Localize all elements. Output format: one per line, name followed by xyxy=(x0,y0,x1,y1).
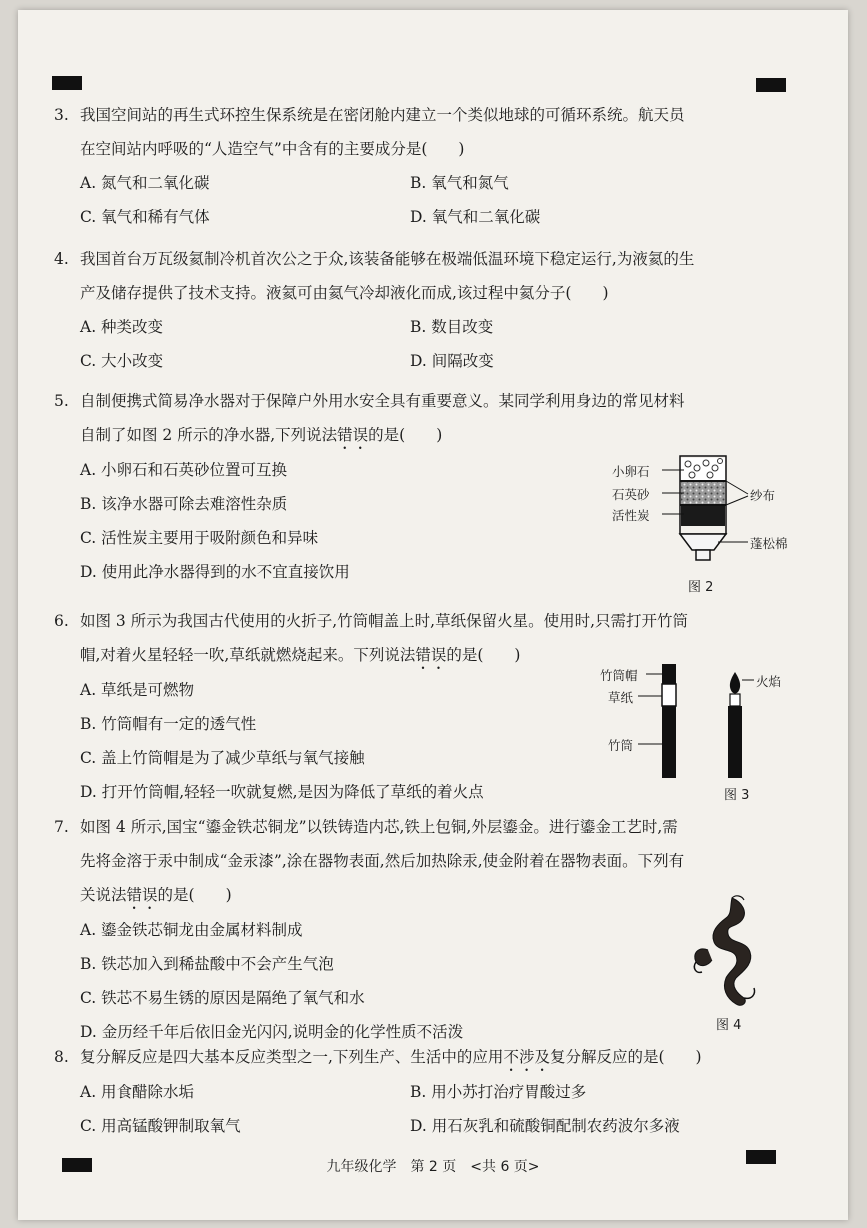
option-d[interactable]: D. 使用此净水器得到的水不宜直接饮用 xyxy=(80,563,350,581)
question-number: 3. xyxy=(54,106,69,124)
emphasis-word: 错误 xyxy=(126,886,158,904)
option-a[interactable]: A. 种类改变 xyxy=(80,318,164,336)
label-tube-cap: 竹筒帽 xyxy=(600,668,638,683)
question-3 xyxy=(54,98,814,234)
option-b[interactable]: B. 该净水器可除去难溶性杂质 xyxy=(80,495,288,513)
option-c[interactable]: C. 铁芯不易生锈的原因是隔绝了氧气和水 xyxy=(80,989,365,1007)
label-pebbles: 小卵石 xyxy=(612,464,650,479)
registration-mark-top-left xyxy=(52,76,82,90)
figure-4-gilt-dragon xyxy=(686,894,776,1034)
question-stem-cont: 先将金溶于汞中制成“金汞漆”,涂在器物表面,然后加热除汞,使金附着在器物表面。下列有 xyxy=(80,852,685,870)
option-d[interactable]: D. 用石灰乳和硫酸铜配制农药波尔多液 xyxy=(410,1117,680,1135)
option-c[interactable]: C. 盖上竹筒帽是为了减少草纸与氧气接触 xyxy=(80,749,365,767)
question-stem-end: 的是( ) xyxy=(446,646,521,664)
question-stem: 如图 3 所示为我国古代使用的火折子,竹筒帽盖上时,草纸保留火星。使用时,只需打开竹筒 xyxy=(80,612,688,630)
label-gauze: 纱布 xyxy=(750,488,776,503)
option-a[interactable]: A. 氮气和二氧化碳 xyxy=(80,174,210,192)
option-d[interactable]: D. 氧气和二氧化碳 xyxy=(410,208,541,226)
emphasis-word: 错误 xyxy=(337,426,369,444)
question-8 xyxy=(54,1040,814,1143)
question-4 xyxy=(54,242,814,378)
registration-mark-top-right xyxy=(756,78,786,92)
option-b[interactable]: B. 用小苏打治疗胃酸过多 xyxy=(410,1083,587,1101)
figure-caption: 图 3 xyxy=(724,788,750,803)
question-number: 4. xyxy=(54,250,69,268)
options xyxy=(54,166,814,234)
emphasis-word: 错误 xyxy=(415,646,447,664)
label-paper: 草纸 xyxy=(608,690,634,705)
option-c[interactable]: C. 用高锰酸钾制取氧气 xyxy=(80,1117,241,1135)
option-b[interactable]: B. 氧气和氮气 xyxy=(410,174,509,192)
question-stem: 如图 4 所示,国宝“鎏金铁芯铜龙”以铁铸造内芯,铁上包铜,外层鎏金。进行鎏金工艺时,需 xyxy=(80,818,678,836)
question-stem-cont: 产及储存提供了技术支持。液氦可由氦气冷却液化而成,该过程中氦分子( ) xyxy=(80,284,609,302)
option-d[interactable]: D. 打开竹筒帽,轻轻一吹就复燃,是因为降低了草纸的着火点 xyxy=(80,783,484,801)
option-c[interactable]: C. 活性炭主要用于吸附颜色和异味 xyxy=(80,529,319,547)
option-c[interactable]: C. 氧气和稀有气体 xyxy=(80,208,210,226)
option-c[interactable]: C. 大小改变 xyxy=(80,352,164,370)
emphasis-word: 不涉及 xyxy=(503,1048,550,1066)
label-tube: 竹筒 xyxy=(608,738,634,753)
question-stem-cont: 自制了如图 2 所示的净水器,下列说法 xyxy=(80,426,338,444)
dragon-icon xyxy=(686,894,776,1012)
question-number: 7. xyxy=(54,818,69,836)
question-stem: 我国首台万瓦级氦制冷机首次公之于众,该装备能够在极端低温环境下稳定运行,为液氦的生 xyxy=(80,250,695,268)
exam-page xyxy=(18,10,848,1220)
label-activated-carbon: 活性炭 xyxy=(612,508,650,523)
label-flame: 火焰 xyxy=(756,674,782,689)
option-b[interactable]: B. 数目改变 xyxy=(410,318,494,336)
question-number: 5. xyxy=(54,392,69,410)
label-fluffy-cotton: 蓬松棉 xyxy=(750,536,788,551)
option-a[interactable]: A. 用食醋除水垢 xyxy=(80,1083,195,1101)
figure-3-fire-starter xyxy=(600,660,790,803)
question-stem-end: 的是( ) xyxy=(157,886,232,904)
question-number: 8. xyxy=(54,1048,69,1066)
page-footer: 九年级化学 第 2 页 <共 6 页> xyxy=(326,1159,540,1175)
options xyxy=(54,1075,814,1143)
option-d[interactable]: D. 间隔改变 xyxy=(410,352,494,370)
question-stem: 我国空间站的再生式环控生保系统是在密闭舱内建立一个类似地球的可循环系统。航天员 xyxy=(80,106,685,124)
figure-caption: 图 4 xyxy=(716,1018,742,1033)
figure-caption: 图 2 xyxy=(688,580,714,595)
question-stem: 自制便携式简易净水器对于保障户外用水安全具有重要意义。某同学利用身边的常见材料 xyxy=(80,392,685,410)
option-a[interactable]: A. 草纸是可燃物 xyxy=(80,681,195,699)
option-b[interactable]: B. 竹筒帽有一定的透气性 xyxy=(80,715,257,733)
question-stem-end: 的是( ) xyxy=(368,426,443,444)
question-stem-end: 复分解反应的是( ) xyxy=(549,1048,702,1066)
option-b[interactable]: B. 铁芯加入到稀盐酸中不会产生气泡 xyxy=(80,955,334,973)
option-a[interactable]: A. 鎏金铁芯铜龙由金属材料制成 xyxy=(80,921,303,939)
option-a[interactable]: A. 小卵石和石英砂位置可互换 xyxy=(80,461,288,479)
figure-2-water-purifier xyxy=(608,450,788,600)
question-stem-cont: 帽,对着火星轻轻一吹,草纸就燃烧起来。下列说法 xyxy=(80,646,416,664)
question-stem-cont: 在空间站内呼吸的“人造空气”中含有的主要成分是( ) xyxy=(80,140,465,158)
question-stem: 复分解反应是四大基本反应类型之一,下列生产、生活中的应用 xyxy=(80,1048,504,1066)
options xyxy=(54,310,814,378)
question-stem-cont-2: 关说法 xyxy=(80,886,127,904)
option-d[interactable]: D. 金历经千年后依旧金光闪闪,说明金的化学性质不活泼 xyxy=(80,1023,464,1041)
label-quartz-sand: 石英砂 xyxy=(612,487,650,502)
question-number: 6. xyxy=(54,612,69,630)
